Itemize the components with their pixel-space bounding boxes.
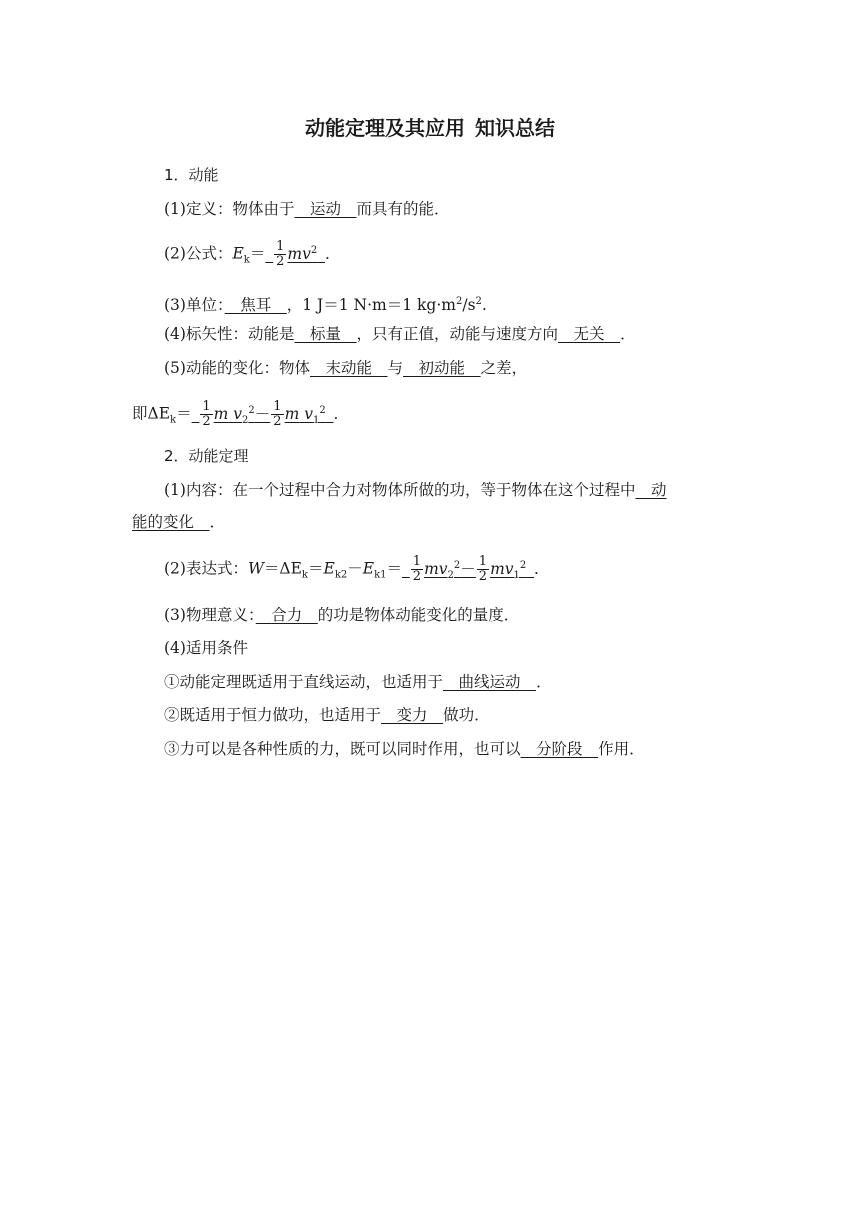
answer-blank: 末动能 bbox=[325, 359, 372, 377]
change-line: (5)动能的变化：物体 末动能 与 初动能 之差， bbox=[164, 359, 528, 377]
scalar-vector-line: (4)标矢性：动能是 标量 ，只有正值，动能与速度方向 无关 ． bbox=[164, 325, 636, 343]
content-line: (1)内容：在一个过程中合力对物体所做的功，等于物体在这个过程中 动 bbox=[164, 481, 667, 499]
answer-blank: 运动 bbox=[309, 200, 341, 218]
delta-ek-answer: $\frac{1}{2}$ m $v_2^2-$ $\frac{1}{2}$ m $v_1^2$ bbox=[202, 399, 326, 429]
answer-blank: 曲线运动 bbox=[458, 673, 521, 691]
answer-blank: 能的变化 bbox=[132, 513, 195, 531]
answer-blank: 无关 bbox=[573, 325, 605, 343]
answer-blank: 合力 bbox=[271, 606, 303, 624]
page-title bbox=[0, 112, 860, 141]
title-main: 动能定理及其应用 bbox=[305, 116, 465, 140]
answer-blank: 分阶段 bbox=[536, 740, 583, 758]
delta-ek-line: 即$\Delta E_k=$ $\frac{1}{2}$ m $v_2^2-$ $\frac{1}{2}$ m $v_1^2$ ． bbox=[132, 399, 349, 429]
section-heading-theorem: 2．动能定理 bbox=[164, 447, 249, 465]
expression-line: (2)表达式：$W=\Delta E_k=E_{k2}-E_{k1}=$ $\frac{1}{2}$ $mv_2^2-$ $\frac{1}{2}$ $mv_1^2$ ． bbox=[164, 554, 550, 584]
answer-blank: 变力 bbox=[396, 706, 428, 724]
answer-blank: 动 bbox=[650, 481, 667, 499]
formula-line: (2)公式：$E_k=$ $\frac{1}{2}$ $mv^2$ ． bbox=[164, 239, 341, 269]
answer-blank: 初动能 bbox=[418, 359, 466, 377]
condition-3: ③力可以是各种性质的力，既可以同时作用，也可以 分阶段 作用． bbox=[164, 740, 645, 758]
expression-answer: $\frac{1}{2}$ $mv_2^2-$ $\frac{1}{2}$ $mv_1^2$ bbox=[412, 554, 527, 584]
formula-answer: $\frac{1}{2}$ $mv^2$ bbox=[276, 239, 318, 269]
condition-1: ①动能定理既适用于直线运动，也适用于 曲线运动 ． bbox=[164, 673, 552, 691]
section-heading-kinetic-energy: 1．动能 bbox=[164, 166, 219, 184]
meaning-line: (3)物理意义： 合力 的功是物体动能变化的量度． bbox=[164, 606, 520, 624]
unit-line: (3)单位： 焦耳 ，1 J＝1 N·m＝1 $kg\cdot m^2/s^2$. bbox=[164, 296, 487, 315]
content-line-cont: 能的变化 ． bbox=[132, 513, 226, 531]
conditions-heading: (4)适用条件 bbox=[164, 639, 248, 657]
title-sub: 知识总结 bbox=[475, 116, 555, 140]
answer-blank: 标量 bbox=[309, 325, 341, 343]
answer-blank: 焦耳 bbox=[240, 296, 272, 315]
definition-line: (1)定义：物体由于 运动 而具有的能． bbox=[164, 200, 450, 218]
condition-2: ②既适用于恒力做功，也适用于 变力 做功． bbox=[164, 706, 490, 724]
